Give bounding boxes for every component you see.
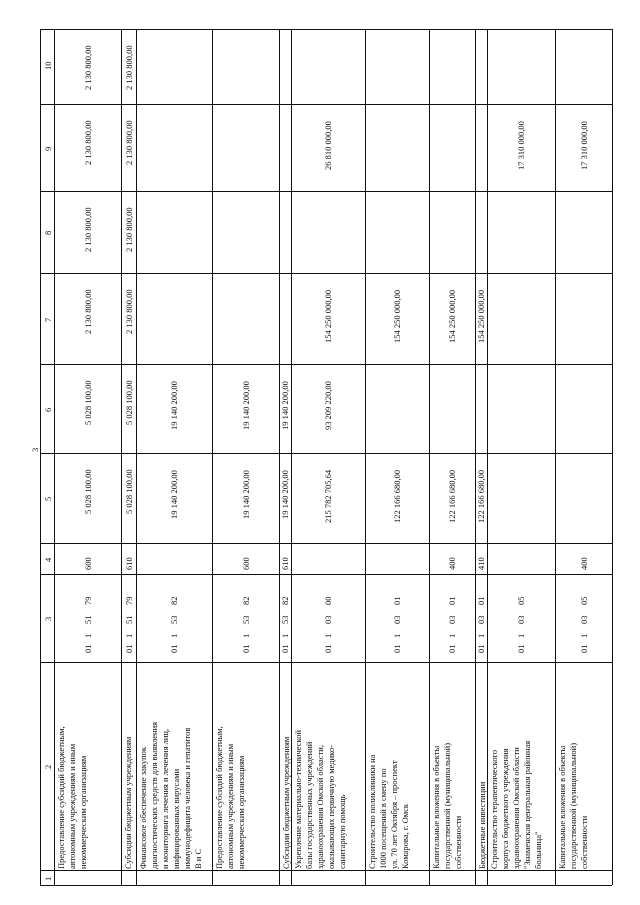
row-name: Субсидии бюджетным учреждениям <box>123 736 133 869</box>
amount-v7: 154 250 000,00 <box>392 290 402 344</box>
grid-line <box>212 29 213 885</box>
column-number: 8 <box>43 230 53 235</box>
amount-v10: 2 130 800,00 <box>82 45 93 91</box>
code-part: 1 <box>476 633 486 638</box>
amount-v9: 17 310 000,00 <box>578 120 589 170</box>
page-number: 3 <box>30 447 40 452</box>
grid-line <box>40 191 612 192</box>
column-number: 2 <box>43 764 53 769</box>
code-part: 01 <box>82 644 93 653</box>
amount-v5: 19 140 200,00 <box>240 469 251 519</box>
grid-line <box>40 543 612 544</box>
code-part: 01 <box>169 644 179 653</box>
amount-v7: 2 130 800,00 <box>123 289 134 335</box>
code-part: 53 <box>169 615 179 624</box>
column-number: 5 <box>43 496 53 501</box>
amount-v8: 2 130 800,00 <box>123 207 134 253</box>
row-name: Капитальные вложения в объекты государственной (муниципальной) собственности <box>431 742 463 869</box>
code-part: 00 <box>323 596 333 605</box>
grid-line <box>365 29 366 885</box>
grid-line <box>40 29 41 885</box>
amount-v9: 17 310 000,00 <box>516 120 526 170</box>
code-part: 01 <box>392 596 402 605</box>
grid-line <box>429 29 430 885</box>
row-name: Строительство терапевтического корпуса бюджетного учреждения здравоохранения Омской области "Знаменская центральная районная больница" <box>489 740 543 869</box>
code-part: 82 <box>169 596 179 605</box>
code-part: 03 <box>476 615 486 624</box>
amount-v9: 2 130 800,00 <box>82 120 93 166</box>
grid-line <box>40 104 612 105</box>
column-number: 1 <box>43 876 53 881</box>
column-number: 10 <box>43 61 53 70</box>
code-part: 01 <box>476 596 486 605</box>
code-part: 51 <box>82 615 93 624</box>
code-part: 1 <box>516 633 526 638</box>
row-name: Финансовое обеспечение закупок диагностических средств для выявления и мониторинга лечения и лечения лиц, инфицированных вирусами иммунодефицита человека и гепатитов B и C <box>138 721 203 869</box>
code-part: 51 <box>123 615 134 624</box>
grid-line <box>555 29 556 885</box>
amount-v6: 93 209 220,00 <box>323 380 333 430</box>
kvr-code: 400 <box>578 557 589 570</box>
grid-line <box>40 870 612 871</box>
grid-line <box>121 29 122 885</box>
amount-v5: 122 166 680,00 <box>476 470 486 524</box>
amount-v8: 2 130 800,00 <box>82 207 93 253</box>
amount-v6: 19 140 200,00 <box>169 380 179 430</box>
code-part: 79 <box>82 596 93 605</box>
code-part: 1 <box>323 633 333 638</box>
grid-line <box>40 885 612 886</box>
kvr-code: 600 <box>82 557 93 570</box>
code-part: 01 <box>240 644 251 653</box>
kvr-code: 410 <box>476 557 486 570</box>
amount-v10: 2 130 800,00 <box>123 45 134 91</box>
column-number: 9 <box>43 146 53 151</box>
kvr-code: 400 <box>447 557 457 570</box>
column-number: 6 <box>43 407 53 412</box>
code-part: 82 <box>280 596 290 605</box>
code-part: 01 <box>323 644 333 653</box>
code-part: 1 <box>123 633 134 638</box>
amount-v5: 5 028 100,00 <box>82 469 93 515</box>
code-part: 03 <box>392 615 402 624</box>
row-name: Бюджетные инвестиции <box>477 781 487 869</box>
code-part: 1 <box>169 633 179 638</box>
amount-v7: 154 250 000,00 <box>447 290 457 344</box>
code-part: 01 <box>578 644 589 653</box>
code-part: 1 <box>280 633 290 638</box>
amount-v6: 5 028 100,00 <box>123 380 134 426</box>
amount-v9: 2 130 800,00 <box>123 120 134 166</box>
grid-line <box>40 574 612 575</box>
amount-v6: 19 140 200,00 <box>280 380 290 430</box>
grid-line <box>40 273 612 274</box>
code-part: 01 <box>392 644 402 653</box>
grid-line <box>40 453 612 454</box>
kvr-code: 600 <box>240 557 251 570</box>
code-part: 79 <box>123 596 134 605</box>
row-name: Субсидии бюджетным учреждениям <box>281 736 291 869</box>
grid-line <box>40 364 612 365</box>
kvr-code: 610 <box>280 557 290 570</box>
code-part: 53 <box>240 615 251 624</box>
grid-line <box>54 29 55 885</box>
code-part: 01 <box>516 644 526 653</box>
grid-line <box>487 29 488 885</box>
code-part: 01 <box>280 644 290 653</box>
code-part: 03 <box>516 615 526 624</box>
column-number: 3 <box>43 616 53 621</box>
grid-line <box>475 29 476 885</box>
grid-line <box>40 662 612 663</box>
row-name: Строительство поликлиники на 1000 посещений в смену по ул. 70 лет Октября – проспект Комарова, г. Омск <box>367 754 410 869</box>
code-part: 05 <box>578 596 589 605</box>
code-part: 1 <box>392 633 402 638</box>
amount-v5: 122 166 680,00 <box>447 470 457 524</box>
code-part: 53 <box>280 615 290 624</box>
row-name: Предоставление субсидий бюджетным, автономным учреждениям и иным некоммерческим организациям <box>214 726 246 869</box>
code-part: 03 <box>323 615 333 624</box>
amount-v5: 5 028 100,00 <box>123 469 134 515</box>
row-name: Предоставление субсидий бюджетным, автономным учреждениям и иным некоммерческим организациям <box>56 726 88 869</box>
code-part: 1 <box>447 633 457 638</box>
amount-v9: 26 810 000,00 <box>323 120 333 170</box>
amount-v5: 215 782 705,64 <box>323 470 333 524</box>
amount-v7: 154 250 000,00 <box>323 290 333 344</box>
code-part: 03 <box>578 615 589 624</box>
code-part: 03 <box>447 615 457 624</box>
amount-v5: 19 140 200,00 <box>280 469 290 519</box>
kvr-code: 610 <box>123 557 134 570</box>
amount-v6: 19 140 200,00 <box>240 380 251 430</box>
grid-line <box>136 29 137 885</box>
amount-v6: 5 028 100,00 <box>82 380 93 426</box>
row-name: Капитальные вложения в объекты государственной (муниципальной) собственности <box>557 742 589 869</box>
grid-line <box>279 29 280 885</box>
column-number: 4 <box>43 557 53 562</box>
amount-v7: 2 130 800,00 <box>82 289 93 335</box>
code-part: 01 <box>447 596 457 605</box>
row-name: Укрепление материально-технической базы государственных учреждений здравоохранения Омской области, оказывающих первичную медико- санитарную помощь <box>293 730 347 869</box>
code-part: 1 <box>82 633 93 638</box>
code-part: 01 <box>476 644 486 653</box>
code-part: 1 <box>240 633 251 638</box>
amount-v5: 19 140 200,00 <box>169 469 179 519</box>
code-part: 01 <box>123 644 134 653</box>
code-part: 1 <box>578 633 589 638</box>
grid-line <box>612 29 613 885</box>
code-part: 05 <box>516 596 526 605</box>
code-part: 01 <box>447 644 457 653</box>
code-part: 82 <box>240 596 251 605</box>
amount-v5: 122 166 680,00 <box>392 470 402 524</box>
amount-v7: 154 250 000,00 <box>476 290 486 344</box>
grid-line <box>40 29 612 30</box>
column-number: 7 <box>43 317 53 322</box>
